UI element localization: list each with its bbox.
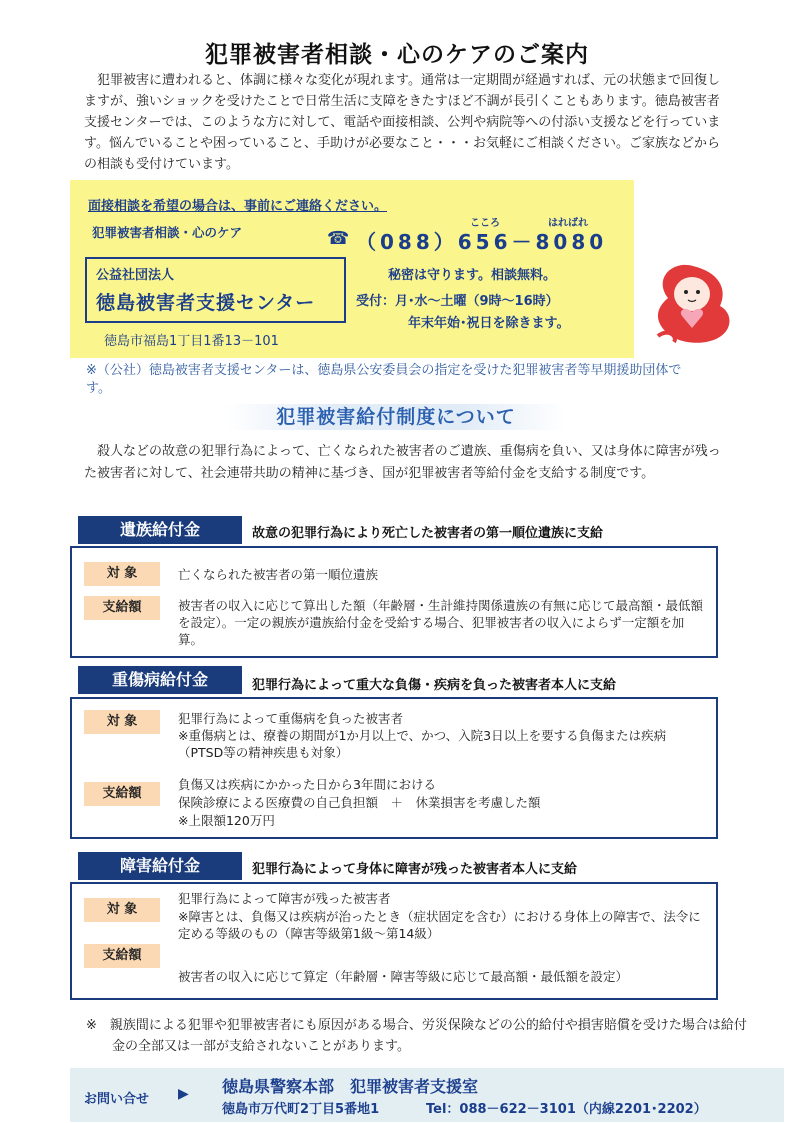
label-amount: 支給額 bbox=[84, 782, 160, 806]
disability-benefit-desc: 犯罪行為によって身体に障害が残った被害者本人に支給 bbox=[252, 862, 578, 877]
injury-amount-line2: 保険診療による医療費の自己負担額 ＋ 休業損害を考慮した額 bbox=[178, 795, 541, 810]
injury-benefit-desc: 犯罪行為によって重大な負傷・疾病を負った被害者本人に支給 bbox=[252, 678, 617, 693]
tab-survivor-benefit: 遺族給付金 bbox=[78, 516, 242, 544]
disability-amount-text: 被害者の収入に応じて算定（年齢層・障害等級に応じて最高額・最低額を設定） bbox=[178, 969, 629, 984]
injury-target-note: ※重傷病とは、療養の期間が1か月以上で、かつ、入院3日以上を要する負傷または疾病（PTSD等の精神疾患も対象） bbox=[178, 728, 667, 760]
page-title: 犯罪被害者相談・心のケアのご案内 bbox=[205, 42, 589, 68]
injury-amount-cap: ※上限額120万円 bbox=[178, 813, 275, 828]
org-type: 公益社団法人 bbox=[96, 268, 175, 283]
label-target: 対 象 bbox=[84, 898, 160, 922]
contact-tel[interactable]: Tel：088－622－3101（内線2201･2202） bbox=[426, 1102, 707, 1117]
reception-hours: 受付：月･水～土曜（9時～16時） bbox=[356, 294, 559, 309]
designation-note: ※（公社）徳島被害者支援センターは、徳島県公安委員会の指定を受けた犯罪被害者等早期援助団体です。 bbox=[86, 363, 682, 396]
injury-target-text: 犯罪行為によって重傷病を負った被害者 bbox=[178, 711, 404, 726]
mascot-illustration bbox=[648, 258, 738, 346]
intro-paragraph: 犯罪被害に遭われると、体調に様々な変化が現れます。通常は一定期間が経過すれば、元の状態まで回復しますが、強いショックを受けたことで日常生活に支障をきたすほど不調が長引くこともあります。徳島被害者支援センターでは、このような方に対して、電話や面接相談、公判や病院等への付添い支援などを行っています。悩んでいることや困っていること、手助けが必要なこと・・・お気軽にご相談ください。ご家族などからの相談も受付けています。 bbox=[84, 73, 721, 172]
secret-note: 秘密は守ります。相談無料。 bbox=[388, 268, 556, 283]
survivor-amount-text: 被害者の収入に応じて算出した額（年齢層・生計維持関係遺族の有無に応じて最高額・最低額を設定）。一定の親族が遺族給付金を受給する場合、犯罪被害者の収入によらず一定額を加算。 bbox=[178, 598, 704, 647]
benefit-body: 殺人などの故意の犯罪行為によって、亡くなられた被害者のご遺族、重傷病を負い、又は身体に障害が残った被害者に対して、社会連帯共助の精神に基づき、国が犯罪被害者等給付金を支給する制度です。 bbox=[84, 444, 721, 481]
contact-label: お問い合せ bbox=[84, 1092, 150, 1107]
phone-number[interactable]: （088）656－8080 bbox=[356, 230, 608, 254]
label-target: 対 象 bbox=[84, 562, 160, 586]
label-amount: 支給額 bbox=[84, 944, 160, 968]
org-address: 徳島市福島1丁目1番13－101 bbox=[104, 334, 279, 349]
closed-days: 年末年始･祝日を除きます。 bbox=[408, 316, 570, 331]
tab-injury-benefit: 重傷病給付金 bbox=[78, 666, 242, 694]
benefit-heading: 犯罪被害給付制度について bbox=[226, 404, 566, 430]
arrow-right-icon: ▶ bbox=[178, 1086, 189, 1102]
phone-ruby-left: こころ bbox=[470, 218, 500, 229]
label-target: 対 象 bbox=[84, 710, 160, 734]
disability-target-note: ※障害とは、負傷又は疾病が治ったとき（症状固定を含む）における身体上の障害で、法令に定める等級のもの（障害等級第1級～第14級） bbox=[178, 909, 701, 941]
footnote: ※ 親族間による犯罪や犯罪被害者にも原因がある場合、労災保険などの公的給付や損害賠償を受けた場合は給付金の全部又は一部が支給されないことがあります。 bbox=[86, 1018, 747, 1054]
contact-address: 徳島市万代町2丁目5番地1 bbox=[222, 1102, 380, 1117]
contact-office-name: 徳島県警察本部 犯罪被害者支援室 bbox=[222, 1077, 479, 1096]
survivor-target-text: 亡くなられた被害者の第一順位遺族 bbox=[178, 567, 379, 582]
label-amount: 支給額 bbox=[84, 596, 160, 620]
consult-heading: 面接相談を希望の場合は、事前にご連絡ください。 bbox=[88, 199, 388, 214]
consult-line: 犯罪被害者相談・心のケア bbox=[92, 225, 243, 240]
tab-disability-benefit: 障害給付金 bbox=[78, 852, 242, 880]
injury-amount-line1: 負傷又は疾病にかかった日から3年間における bbox=[178, 777, 436, 792]
phone-icon: ☎ bbox=[327, 228, 350, 249]
survivor-benefit-desc: 故意の犯罪行為により死亡した被害者の第一順位遺族に支給 bbox=[252, 526, 604, 541]
org-name: 徳島被害者支援センター bbox=[96, 292, 316, 314]
disability-target-text: 犯罪行為によって障害が残った被害者 bbox=[178, 891, 391, 906]
phone-ruby-right: はればれ bbox=[548, 218, 588, 229]
